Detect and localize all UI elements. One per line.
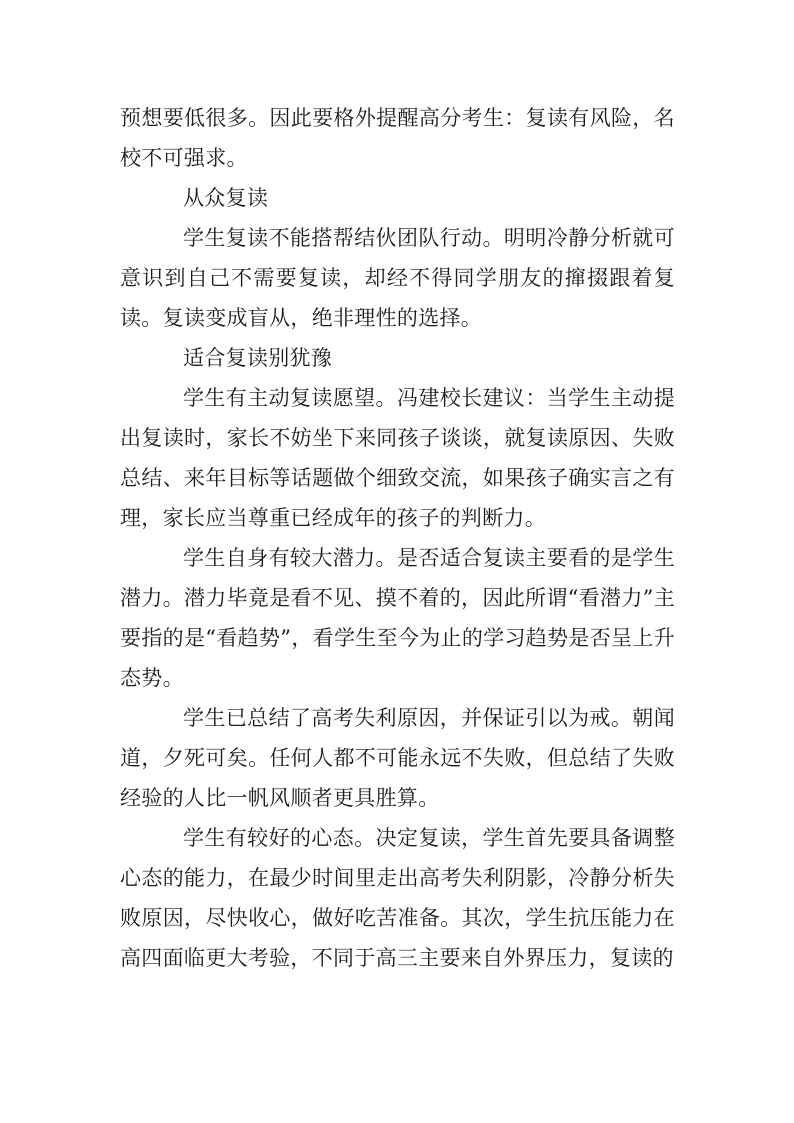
section-heading-conformist-repeat: 从众复读: [183, 186, 269, 210]
paragraph-lessons-learned: 学生已总结了高考失利原因，并保证引以为戒。朝闻道，夕死可矣。任何人都不可能永远不失败，但总结了失败经验的人比一帆风顺者更具胜算。: [120, 706, 675, 810]
paragraph-conformist-repeat: 学生复读不能搭帮结伙团队行动。明明冷静分析就可意识到自己不需要复读，却经不得同学朋友的撺掇跟着复读。复读变成盲从，绝非理性的选择。: [120, 226, 675, 330]
document-body: [120, 98, 675, 978]
section-heading-suitable-repeat: 适合复读别犹豫: [183, 346, 333, 370]
paragraph-potential: 学生自身有较大潜力。是否适合复读主要看的是学生潜力。潜力毕竟是看不见、摸不着的，因此所谓“看潜力”主要指的是“看趋势”，看学生至今为止的学习趋势是否呈上升态势。: [120, 546, 675, 690]
paragraph-continuation: 预想要低很多。因此要格外提醒高分考生：复读有风险，名校不可强求。: [120, 106, 675, 170]
paragraph-mindset: 学生有较好的心态。决定复读，学生首先要具备调整心态的能力，在最少时间里走出高考失利阴影，冷静分析失败原因，尽快收心，做好吃苦准备。其次，学生抗压能力在高四面临更大考验，不同于高三主要来自外界压力，复读的: [120, 826, 675, 970]
paragraph-active-wish: 学生有主动复读愿望。冯建校长建议：当学生主动提出复读时，家长不妨坐下来同孩子谈谈，就复读原因、失败总结、来年目标等话题做个细致交流，如果孩子确实言之有理，家长应当尊重已经成年的孩子的判断力。: [120, 386, 675, 530]
